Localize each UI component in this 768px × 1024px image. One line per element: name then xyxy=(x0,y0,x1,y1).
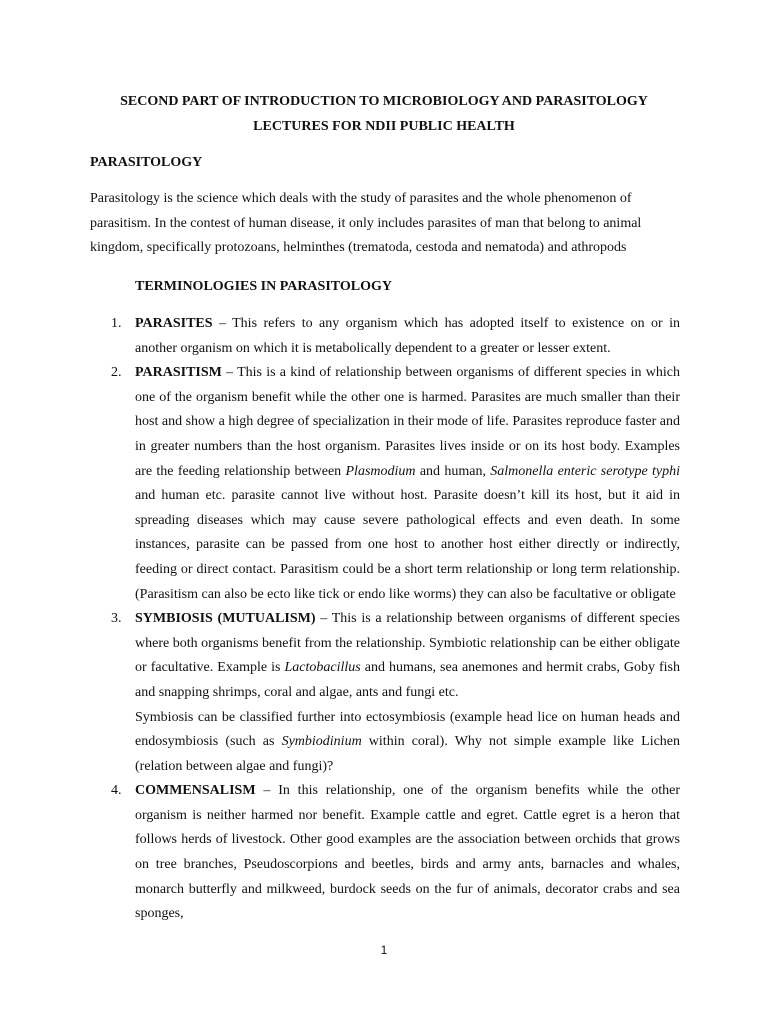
term-text: and humans, sea anemones and hermit crabs, Goby fish and snapping shrimps, coral and algae, ants and fungi etc. xyxy=(135,660,681,700)
term-name: COMMENSALISM xyxy=(135,783,256,799)
species-name: Plasmodium xyxy=(345,463,416,479)
term-text: – This refers to any organism which has adopted itself to existence on or in another organism on which it is metabolically dependent to a greater or lesser extent. xyxy=(135,316,680,356)
term-name: SYMBIOSIS (MUTUALISM) xyxy=(135,611,316,627)
term-text: – In this relationship, one of the organism benefits while the other organism is neither harmed nor benefit. Example cattle and egret. Cattle egret is a heron that follows herds of livestock. Other good examples are the association between orchids that grows on tree branches, Pseudoscorpions and beetles, birds and army ants, barnacles and whales, monarch butterfly and milkweed, burdock seeds on the fur of animals, decorator crabs and sea sponges, xyxy=(135,783,680,922)
term-text: – This is a relationship between organisms of different species where both organisms benefit from the relationship. Symbiotic relationship can be either obligate or facultative. Example is xyxy=(135,611,680,676)
document-title-line2: LECTURES FOR NDII PUBLIC HEALTH xyxy=(253,119,515,134)
term-text: and human etc. parasite cannot live without host. Parasite doesn’t kill its host, but it aid in spreading diseases which may cause severe pathological effects and even death. In some instances, parasite can be passed from one host to another host either directly or indirectly, feeding or direct contact. Parasitism could be a short term relationship or long term relationship. (Parasitism can also be ecto like tick or endo like worms) they can also be facultative or obligate xyxy=(135,488,680,602)
list-number: 3. xyxy=(111,611,122,627)
page-number: 1 xyxy=(380,943,388,957)
term-item-parasites xyxy=(90,312,680,361)
list-number: 1. xyxy=(111,316,122,331)
term-item-symbiosis xyxy=(90,607,680,779)
term-text: and human, xyxy=(415,463,491,479)
list-number: 4. xyxy=(111,783,122,799)
term-text: Symbiosis can be classified further into ectosymbiosis (example head lice on human heads and endosymbiosis (such as xyxy=(135,709,680,750)
term-paragraph xyxy=(135,312,680,361)
term-paragraph xyxy=(135,779,680,927)
term-paragraph-2 xyxy=(135,706,680,780)
intro-paragraph: Parasitology is the science which deals with the study of parasites and the whole phenomenon of parasitism. In the contest of human disease, it only includes parasites of man that belong to animal kingdom, specifically protozoans, helminthes (trematoda, cestoda and nematoda) and athropods xyxy=(90,191,642,256)
term-item-commensalism xyxy=(90,779,680,927)
section-heading: PARASITOLOGY xyxy=(90,155,203,170)
document-title-line1: SECOND PART OF INTRODUCTION TO MICROBIOLOGY AND PARASITOLOGY xyxy=(120,94,648,109)
subsection-heading: TERMINOLOGIES IN PARASITOLOGY xyxy=(135,279,392,294)
term-paragraph xyxy=(135,361,680,607)
term-text: within coral). Why not simple example like Lichen (relation between algae and fungi)? xyxy=(135,734,681,774)
list-number: 2. xyxy=(111,365,122,381)
species-name: Salmonella enteric serotype typhi xyxy=(490,463,680,479)
term-name: PARASITISM xyxy=(135,365,222,381)
term-paragraph xyxy=(135,607,680,705)
species-name: Lactobacillus xyxy=(284,660,361,676)
term-name: PARASITES xyxy=(135,316,213,331)
term-item-parasitism xyxy=(90,361,680,607)
terms-list xyxy=(90,312,680,927)
species-name: Symbiodinium xyxy=(281,734,362,750)
term-text: – This is a kind of relationship between organisms of different species in which one of the organism benefit while the other one is harmed. Parasites are much smaller than their host and show a high degree of specialization in their mode of life. Parasites reproduce faster and in greater numbers than the host organism. Parasites lives inside or on its host body. Examples are the feeding relationship between xyxy=(135,365,680,479)
